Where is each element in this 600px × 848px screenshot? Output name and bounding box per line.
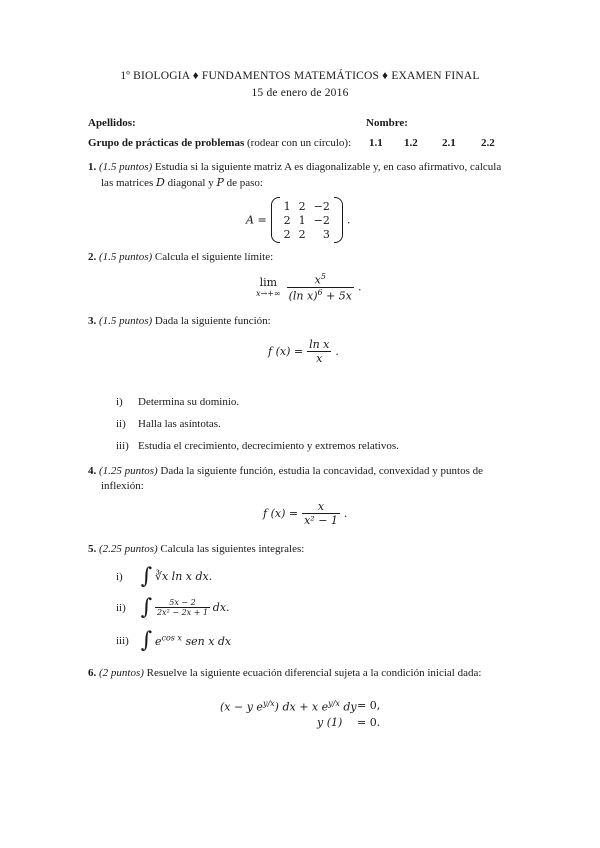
integral-icon: ∫ xyxy=(140,595,153,620)
question-points: (1.5 puntos) xyxy=(99,251,153,263)
group-option-1-2[interactable]: 1.2 xyxy=(404,137,418,149)
exam-date: 15 de enero de 2016 xyxy=(251,87,349,99)
question-3 xyxy=(88,315,271,327)
item-label: ii) xyxy=(116,418,126,430)
exp-base: e xyxy=(154,634,162,648)
group-option-1-1[interactable]: 1.1 xyxy=(369,137,383,149)
question-text: Calcula las siguientes integrales: xyxy=(160,543,305,555)
question-number: 2. xyxy=(88,251,97,263)
ode-term: ) dx + x e xyxy=(274,700,329,714)
integral-1 xyxy=(116,564,212,589)
item-label: iii) xyxy=(116,634,129,647)
matrix-cell: 1 xyxy=(283,199,291,213)
numerator: x xyxy=(314,273,321,287)
question-number: 6. xyxy=(88,667,97,679)
item-label: iii) xyxy=(116,440,129,452)
item-label: i) xyxy=(116,396,123,408)
matrix-cell: 2 xyxy=(283,213,291,227)
question-text: Resuelve la siguiente ecuación diferencial sujeta a la condición inicial dada: xyxy=(146,667,482,679)
integral-3 xyxy=(116,628,231,653)
integral-2 xyxy=(116,595,230,620)
question-number: 1. xyxy=(88,161,97,173)
question-points: (1.5 puntos) xyxy=(99,315,153,327)
group-option-2-2[interactable]: 2.2 xyxy=(481,137,495,149)
math-variable: D xyxy=(155,176,165,189)
ode-equation-rel: = 0, xyxy=(357,699,381,712)
question-text: las matrices xyxy=(101,177,154,189)
integrand: ∛x ln x dx. xyxy=(154,570,213,583)
question-4 xyxy=(88,465,483,477)
question-text: Dada la siguiente función: xyxy=(154,315,271,327)
question-points: (2.25 puntos) xyxy=(99,543,158,555)
question-5 xyxy=(88,543,304,555)
integrand-fraction xyxy=(155,598,210,617)
function-fraction xyxy=(302,500,340,527)
group-row xyxy=(88,137,351,149)
item-text: Estudia el crecimiento, decrecimiento y extremos relativos. xyxy=(138,440,399,452)
ode-term: dy xyxy=(343,700,357,714)
numerator: 5x − 2 xyxy=(155,598,210,608)
surname-label: Apellidos: xyxy=(88,117,136,129)
question-text: diagonal y xyxy=(167,177,214,189)
denominator: x² − 1 xyxy=(304,514,338,527)
question-3-item-3 xyxy=(116,440,399,452)
question-3-item-2 xyxy=(116,418,221,430)
matrix-cell: 2 xyxy=(283,227,291,241)
matrix-name: A = xyxy=(246,213,267,227)
initial-condition: y (1) xyxy=(317,716,343,729)
matrix-cell: 1 xyxy=(298,213,306,227)
exponent: y/x xyxy=(328,699,340,708)
numerator: x xyxy=(302,500,340,514)
group-label: Grupo de prácticas de problemas xyxy=(88,137,245,149)
question-3-item-1 xyxy=(116,396,239,408)
matrix-cell: 2 xyxy=(298,199,306,213)
lim-subscript: x→+∞ xyxy=(256,289,281,299)
denominator: 2x² − 2x + 1 xyxy=(156,608,209,617)
lim-text: lim xyxy=(259,276,278,290)
question-1-line-2 xyxy=(101,176,263,189)
denominator-tail: + 5x xyxy=(326,289,352,303)
question-number: 4. xyxy=(88,465,97,477)
function-expression xyxy=(268,338,339,365)
denominator: (ln x) xyxy=(288,289,318,303)
ode-equation xyxy=(220,699,357,714)
question-text: de paso: xyxy=(226,177,263,189)
matrix-cell: −2 xyxy=(313,213,330,227)
exam-title: 1º BIOLOGIA ♦ FUNDAMENTOS MATEMÁTICOS ♦ EXAMEN FINAL xyxy=(120,70,480,82)
exponent: y/x xyxy=(262,699,275,708)
matrix-cell: 2 xyxy=(298,227,306,241)
matrix-cell: 3 xyxy=(322,227,330,241)
question-4-line-2: inflexión: xyxy=(101,480,144,492)
question-text: Dada la siguiente función, estudia la concavidad, convexidad y puntos de xyxy=(160,465,483,477)
function-fraction xyxy=(307,338,331,365)
question-number: 3. xyxy=(88,315,97,327)
limit-expression xyxy=(254,272,362,302)
matrix-equation xyxy=(246,199,350,241)
item-text: Determina su dominio. xyxy=(138,396,240,408)
question-1 xyxy=(88,161,501,173)
limit-operator xyxy=(254,276,283,298)
exponent: 5 xyxy=(320,272,326,281)
numerator: ln x xyxy=(309,338,330,351)
exponent: 6 xyxy=(317,287,323,297)
limit-fraction xyxy=(287,272,354,302)
question-number: 5. xyxy=(88,543,97,555)
item-text: Halla las asíntotas. xyxy=(138,418,221,430)
function-name: f (x) = xyxy=(268,345,304,358)
question-points: (1.5 puntos) xyxy=(99,161,153,173)
function-name: f (x) = xyxy=(263,507,299,520)
integrand-tail: sen x dx xyxy=(185,634,232,648)
item-label: ii) xyxy=(116,601,126,614)
function-expression-4 xyxy=(263,500,347,527)
question-2 xyxy=(88,251,273,263)
expression-end: . xyxy=(335,345,339,358)
ode-term: (x − y e xyxy=(220,700,263,714)
integrand-tail: dx. xyxy=(212,601,230,614)
integral-icon: ∫ xyxy=(140,628,153,653)
group-option-2-1[interactable]: 2.1 xyxy=(442,137,456,149)
question-text: Estudia si la siguiente matriz A es diagonalizable y, en caso afirmativo, calcula xyxy=(154,161,502,173)
question-points: (2 puntos) xyxy=(99,667,144,679)
question-text: Calcula el siguiente límite: xyxy=(154,251,274,263)
matrix-end: . xyxy=(346,213,351,227)
integral-icon: ∫ xyxy=(140,564,153,589)
denominator: x xyxy=(316,352,323,365)
expression-end: . xyxy=(343,507,348,520)
expression-end: . xyxy=(358,280,362,294)
initial-condition-rel: = 0. xyxy=(357,716,381,729)
math-variable: P xyxy=(216,176,224,189)
item-label: i) xyxy=(116,570,123,583)
group-instruction: (rodear con un círculo): xyxy=(247,137,352,149)
question-6 xyxy=(88,667,481,679)
name-label: Nombre: xyxy=(366,117,408,129)
exponent: cos x xyxy=(161,633,182,643)
matrix-cell: −2 xyxy=(313,199,330,213)
question-points: (1.25 puntos) xyxy=(99,465,158,477)
matrix-a xyxy=(271,199,343,241)
